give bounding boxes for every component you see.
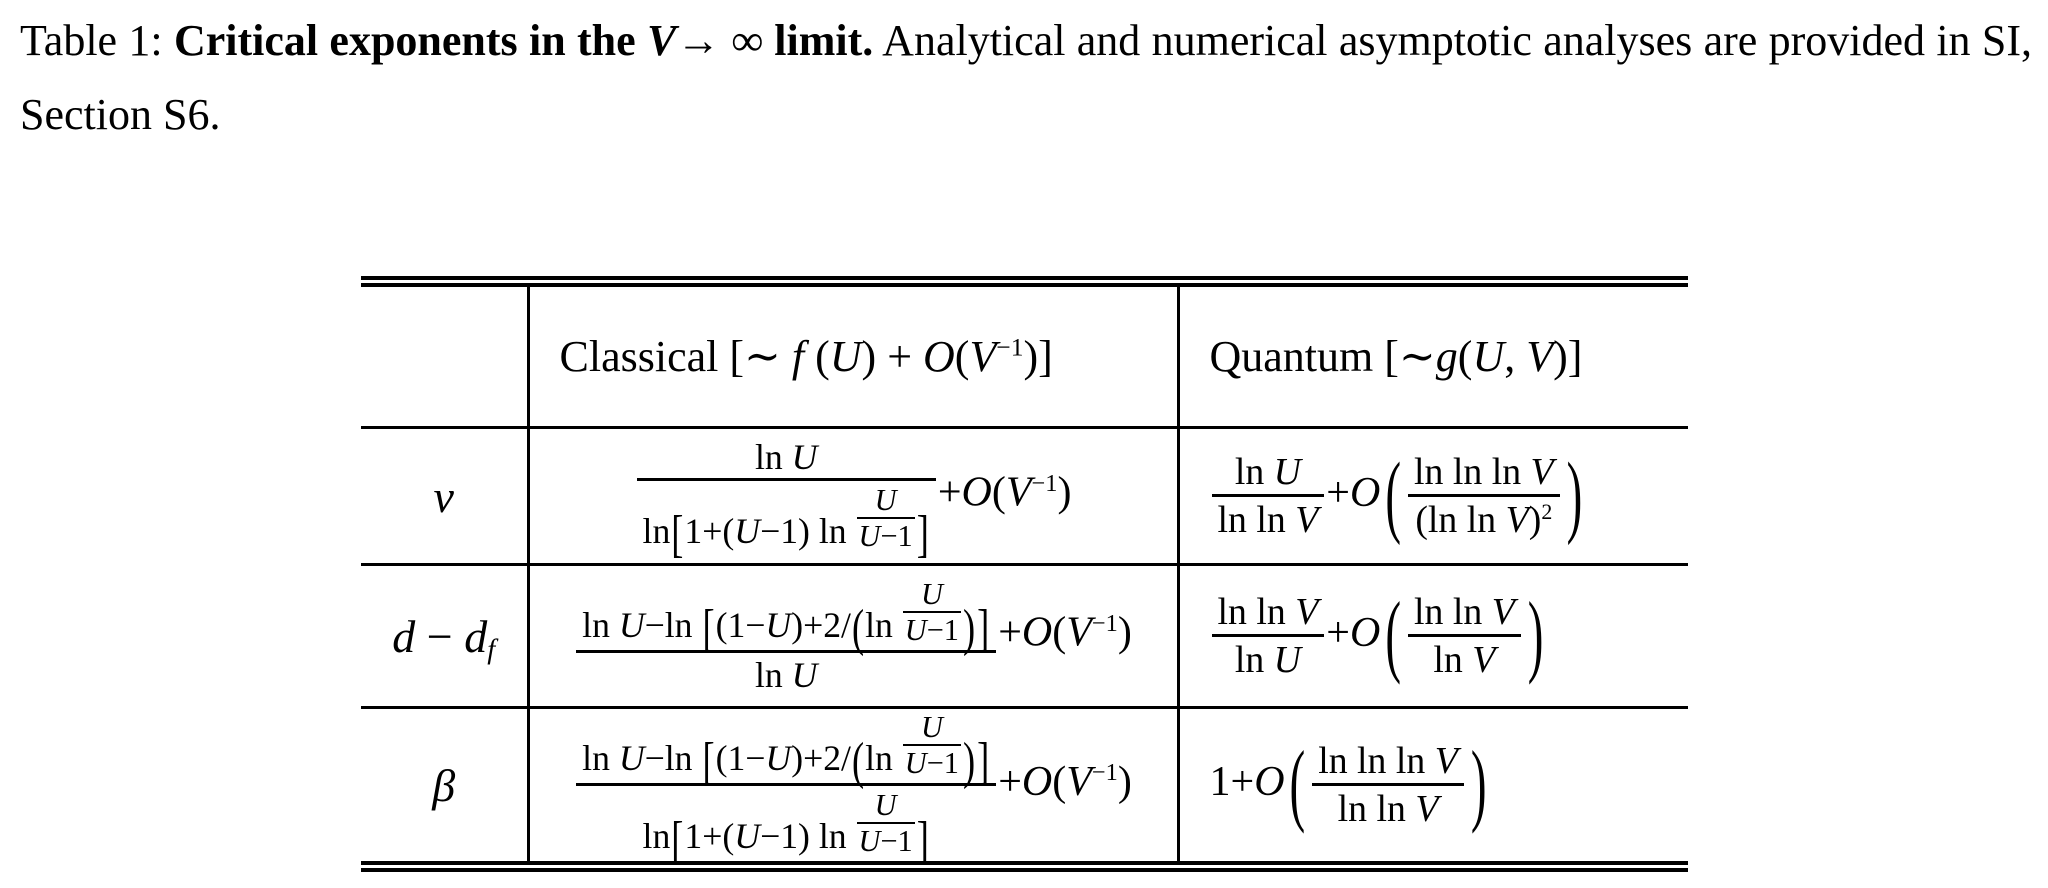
cell-nu-classical: ln U ln[1+(U−1) ln $\frac{U}{U-1}$ ] $+O(V^{-1})$ (528, 428, 1178, 565)
header-row (361, 282, 1688, 428)
cell-nu-quantum: $\frac{\text{ln U}}{\text{ln ln V}}$ +O ( $\frac{\text{ln ln ln V}}{(\ln \ln V)^2}$ ) (1178, 428, 1688, 565)
table-caption: Table 1: Critical exponents in the V→ ∞ limit. Analytical and numerical asymptotic analyses are provided in SI, Section S6. (20, 16, 2032, 139)
header-quantum: Quantum [∼g(U, V)] (1209, 332, 1583, 381)
table-row-d-minus-df (361, 565, 1688, 708)
cell-d-minus-df-classical: ln U−ln [(1−U)+2/(ln $\frac{U}{U-1}$ )] ln U $+O(V^{-1})$ (528, 565, 1178, 708)
table-row-beta (361, 708, 1688, 867)
header-classical: Classical [∼ f $(U) + O(V^{-1})$] (528, 282, 1178, 428)
table-row-nu (361, 428, 1688, 565)
cell-beta-classical: ln U−ln [(1−U)+2/(ln $\frac{U}{U-1}$ )] ln[1+(U−1) ln $\frac{U}{U-1}$ ] $+O(V^{-1})$ (528, 708, 1178, 867)
row-label-nu: ν (361, 428, 528, 565)
critical-exponents-table (361, 276, 1688, 872)
cell-beta-quantum: 1+O ( $\frac{\text{ln ln ln V}}{\text{ln ln V}}$ ) (1209, 734, 1487, 836)
row-label-d-minus-df: $d - d_f$ (361, 565, 528, 708)
cell-d-minus-df-quantum: $\frac{\text{ln ln V}}{\text{ln U}}$ +O ( $\frac{\text{ln ln V}}{\text{ln V}}$ ) (1178, 565, 1688, 708)
header-blank-cell (361, 282, 528, 428)
row-label-beta: β (361, 708, 528, 867)
